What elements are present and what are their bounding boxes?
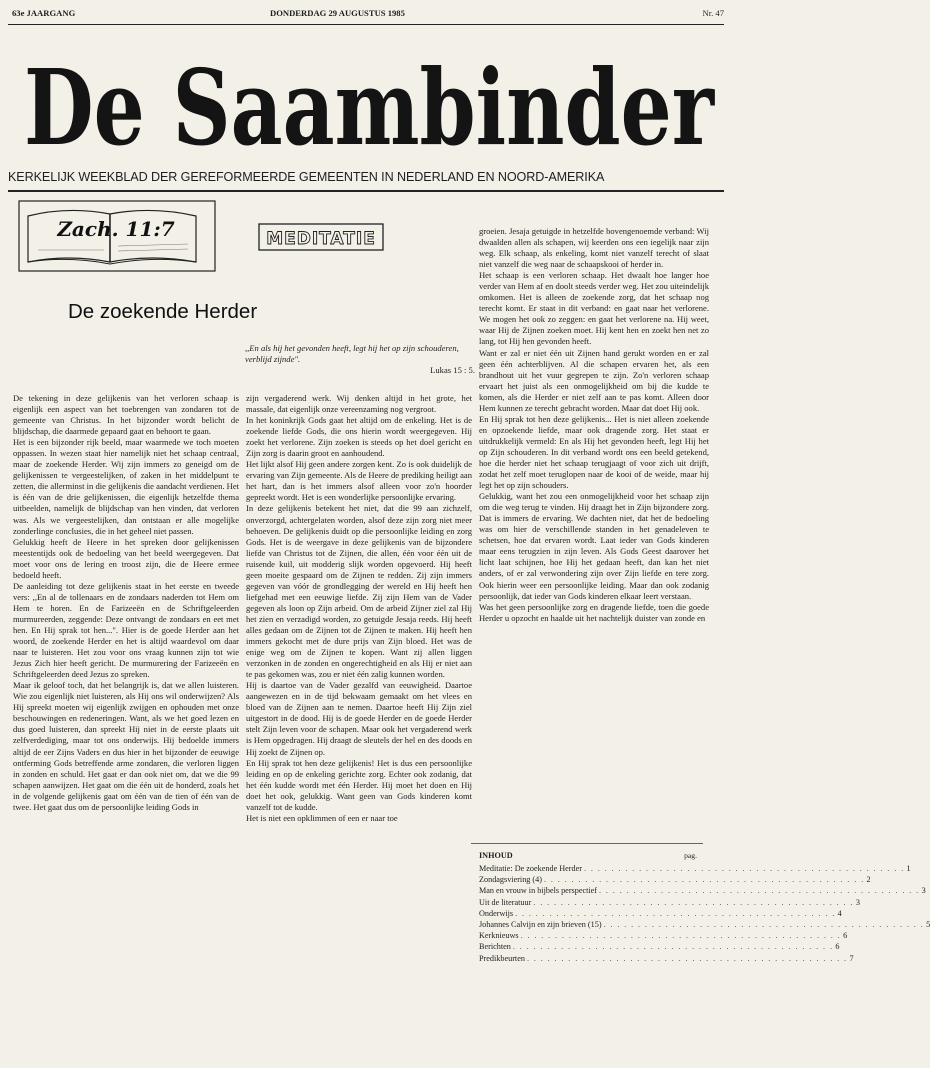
paragraph: In het koninkrijk Gods gaat het altijd om de enkeling. Het is de zoekende liefde Gods, die ons hierin wordt weergegeven. Hij zoekt het verlorene. Zijn zoeken is steeds op het doel gericht en Zijn zorg is daarin groot en aanhoudend. [246, 415, 472, 459]
jaargang-label: 63e JAARGANG [12, 8, 76, 18]
article-column-1 [13, 393, 239, 813]
masthead-title: De Saambinder [24, 46, 715, 169]
quote-reference: Lukas 15 : 5. [430, 365, 475, 375]
paragraph: En Hij sprak tot hen deze gelijkenis! Het is dus een persoonlijke leiding en op de enkeling gerichte zorg. Echter ook zodanig, dat het één kudde wordt met één Herder. Hij moet het doen en Hij doet het ook, gelukkig. Want geen van Gods kinderen komt vanzelf tot de kudde. [246, 757, 472, 812]
paragraph: Gelukkig heeft de Heere in het spreken door gelijkenissen meestentijds ook de bedoeling van het beeld weergegeven. Dat moet voor ons de lering en troost zijn, die de Heere ermee bedoeld heeft. [13, 536, 239, 580]
masthead-logo [22, 46, 716, 169]
quote-text: ,,En als hij het gevonden heeft, legt hij het op zijn schouderen, verblijd zijnde". [245, 343, 459, 364]
article-title: De zoekende Herder [68, 300, 258, 323]
toc-heading: INHOUD [479, 851, 513, 860]
toc-entry[interactable]: Berichten . . . 6 [479, 941, 697, 952]
paragraph: En Hij sprak tot hen deze gelijkenis... Het is niet alleen zoekende en opzoekende liefde, maar ook dragende zorg. Het staat er uitdrukkelijk vermeld: En als Hij het gevonden heeft, legt Hij het op Zijn schouderen. In dit verband wordt ons een beeld getekend, hoe die herder niet het schaap terugjaagt of voor zich uit drijft, zodat het zelf moet teruglopen naar de kooi of de weide, maar hij legt het op zijn schouders. [479, 413, 709, 491]
paragraph: Het schaap is een verloren schaap. Het dwaalt hoe langer hoe verder van Hem af en doolt steeds verder weg. Het zou uiteindelijk omkomen. Het is alleen de zoekende zorg, dat het schaap nog terecht komt. Er staat in dit verband: en gaat naar het verlorene. We mogen het ook zo zeggen: en gaat het verlorene na. Hij weet, waar Hij de Zijnen zoeken moet. Hij kent hen en zoekt hen net zo lang, tot Hij hen gevonden heeft. [479, 270, 709, 347]
toc-entry[interactable]: Zondagsviering (4) . . . 2 [479, 874, 697, 885]
paragraph: Het is een bijzonder rijk beeld, maar waarmede we toch moeten oppassen. In wezen staat hier namelijk niet het schaap centraal, maar de zoekende Herder. Wij zijn immers zo geneigd om de gelijkenissen te vergeestelijken, of zaken in het middelpunt te zetten, die allerminst in die gelijkenis die aandacht verdienen. Het is één van de drie gelijkenissen, die eigenlijk hetzelfde thema uitbeelden, namelijk de blijdschap van hen vinden, dat verloren was. Als we vergeestelijken, dan ontstaan er alle mogelijke zonderlinge conclusies, die in het geheel niet passen. [13, 437, 239, 536]
paragraph: Want er zal er niet één uit Zijnen hand gerukt worden en er zal geen één achterblijven. Al die schapen ervaren het, als een brandhout uit het vuur gegrepen te zijn. Zo'n verloren schaap ervaart het juist als een onmogelijkheid om bij die kudde te komen, als die Herder er niet zelf aan te pas komt. Alleen door Hem kunnen ze terecht gebracht worden. Maar dat doet Hij ook. [479, 347, 709, 413]
masthead-subtitle: KERKELIJK WEEKBLAD DER GEREFORMEERDE GEMEENTEN IN NEDERLAND EN NOORD-AMERIKA [8, 170, 605, 184]
toc-entry[interactable]: Man en vrouw in bijbels perspectief . . . 3 [479, 885, 697, 896]
paragraph: Het lijkt alsof Hij geen andere zorgen kent. Zo is ook duidelijk de ervaring van Zijn gemeente. Als de Heere de prediking heiligt aan het hart, dan is het immers alsof alleen voor zo'n hoorder gepreekt wordt. Het is een wonderlijke persoonlijke ervaring. [246, 459, 472, 503]
table-of-contents [479, 851, 930, 964]
paragraph: De aanleiding tot deze gelijkenis staat in het eerste en tweede vers: ,,En al de tollenaars en de zondaars naderden tot Hem om Hem te horen. En de Farizeeën en de Schriftgeleerden murmureerden, zeggende: Deze ontvangt de zondaars en eet met hen. En Hij sprak tot hen...". Hier is de goede Herder aan het woord, de zoekende Herder en het is altijd waardevol om daar naar te luisteren. Het zou voor ons vraag kunnen zijn tot wie Jezus Zich hier heeft gericht. De murmurering der Farizeeën en Schriftgeleerden deed Jezus zo spreken. [13, 580, 239, 680]
opening-quote [245, 343, 475, 376]
section-label: MEDITATIE [266, 229, 376, 249]
toc-entry[interactable]: Onderwijs . . . 4 [479, 908, 697, 919]
paragraph: Hij is daartoe van de Vader gezalfd van eeuwigheid. Daartoe aangewezen en in de tijd bekwaam gemaakt om het vlees en bloed van de Zijnen aan te nemen. Daartoe heeft Hij Zijn ziel uitgestort in de dood. Hij is de goede Herder en de goede Herder stelt Zijn leven voor de schapen. Maar ook het vergaderend werk is Hem opgedragen. Hij draagt de sleutels der hel en des doods en Hij zoekt de Zijnen op. [246, 680, 472, 757]
book-verse-text: Zach. 11:7 [57, 217, 175, 241]
paragraph: Het is niet een opklimmen of een er naar toe [246, 812, 398, 823]
issue-date: DONDERDAG 29 AUGUSTUS 1985 [270, 8, 405, 18]
paragraph: In deze gelijkenis betekent het niet, dat die 99 aan zichzelf, onverzorgd, achtergelaten worden, alsof deze zijn zorg niet meer behoeven. De gelijkenis duidt op die persoonlijke leiding en zorg Gods. Het is de weergave in deze gelijkenis van de bijzondere liefde van Christus tot de Zijnen, die allen, één voor één uit de ruisende kuil, uit modderig slijk worden opgevoerd. Hij heeft geen moeite gespaard om de Zijnen te redden. Zij zijn immers gegeven van vóór de grondlegging der wereld en Hij heeft hen liefgehad met een eeuwige liefde. Zij zijn Hem van de Vader gegeven als loon op Zijn arbeid. Om de arbeid Zijner ziel zal Hij het zien en verzadigd worden, zo getuigde Jesaja reeds. Hij heeft alles gedaan om de Zijnen tot de Zijnen te maken. Hij heeft hen immers gekocht met de dure prijs van Zijn bloed. Het was de enige weg om de Zijnen te kopen. Want zij allen liggen verzonken in de zonden en ongerechtigheid en als Hij er niet aan te pas gekomen was, zou er niet één zalig kunnen worden. [246, 503, 472, 680]
toc-header [479, 851, 697, 860]
toc-page-label: pag. [684, 851, 697, 860]
toc-entry[interactable]: Uit de literatuur . . . 3 [479, 897, 697, 908]
header-rule [8, 24, 724, 25]
toc-entry[interactable]: Johannes Calvijn en zijn brieven (15) . . . 5 [479, 919, 697, 930]
paragraph: Gelukkig, want het zou een onmogelijkheid voor het schaap zijn om die weg terug te vinden. Hij draagt het in Zijn bijzondere zorg. Dat is immers de ervaring. We dachten niet, dat het de bedoeling was om hier de verschillende standen in het genadeleven te schetsen, hoe dat ervaren wordt. Laat ieder van Gods kinderen maar eens terugzien in zijn leven. Als Gods Geest daarover het licht laat schijnen, hoe Hij het gedaan heeft, dan kan het niet anders, of er zal verwondering zijn over Zijn liefde en tere zorg. Ook hierin weer een persoonlijke leiding. Maar dan ook zodanig persoonlijk, dat ieder van Gods kinderen elkaar leert verstaan. [479, 491, 709, 601]
issue-number: Nr. 47 [702, 8, 724, 18]
paragraph: groeien. Jesaja getuigde in hetzelfde bovengenoemde verband: Wij dwaalden allen als schapen, wij keerden ons een iegelijk naar zijn weg. Elk schaap, als enkeling, komt niet vanzelf terecht of slaat niet vanzelf die weg naar de schaapskooi of herder in. [479, 226, 709, 270]
toc-entry[interactable]: Kerknieuws . . . 6 [479, 930, 697, 941]
article-column-2 [246, 393, 472, 824]
toc-entry[interactable]: Meditatie: De zoekende Herder . . . 1 [479, 863, 697, 874]
open-book-emblem [18, 200, 216, 272]
paragraph: De tekening in deze gelijkenis van het verloren schaap is eigenlijk een aspect van het toebrengen van zondaren tot de gemeente van Christus. In het bijzonder wordt belicht de blijdschap, die daarmede gepaard gaat en behoort te gaan. [13, 393, 239, 437]
masthead-rule [8, 190, 724, 192]
section-label-box [258, 223, 384, 251]
paragraph: Was het geen persoonlijke zorg en dragende liefde, toen die goede Herder u opzocht en haalde uit het nachtelijk duister van zonde en [479, 601, 709, 623]
article-column-3 [479, 226, 709, 624]
toc-entry[interactable]: Predikbeurten . . . 7 [479, 953, 697, 964]
paragraph: zijn vergaderend werk. Wij denken altijd in het grote, het massale, dat eigenlijk onze vereenzaming nog vergroot. [246, 393, 472, 415]
paragraph: Maar ik geloof toch, dat het belangrijk is, dat we allen luisteren. Wie zou eigenlijk niet luisteren, als Hij ons wil onderwijzen? Als Hij spreekt moeten wij eigenlijk zwijgen en ophouden met onze beschouwingen en redeneringen. Want, als we het goed lezen en dus goed luisteren, dan spreekt Hij niet in de eerste plaats uit zelfverdediging, maar tot ons onderwijs. Hij bedoelde immers altijd de eer Zijns Vaders en dus hier in het bijzonder de eeuwige ontferming Gods betreffende arme zondaren, die verloren liggen in zonden en schuld. Het gaat er dan ook niet om, dat we die 99 schapen aanwijzen. Het gaat om die één uit de honderd, zoals het in de volgende gelijkenis gaat om één van de tien of één van de twee. Het gaat dus om de persoonlijke leiding Gods in [13, 680, 239, 812]
